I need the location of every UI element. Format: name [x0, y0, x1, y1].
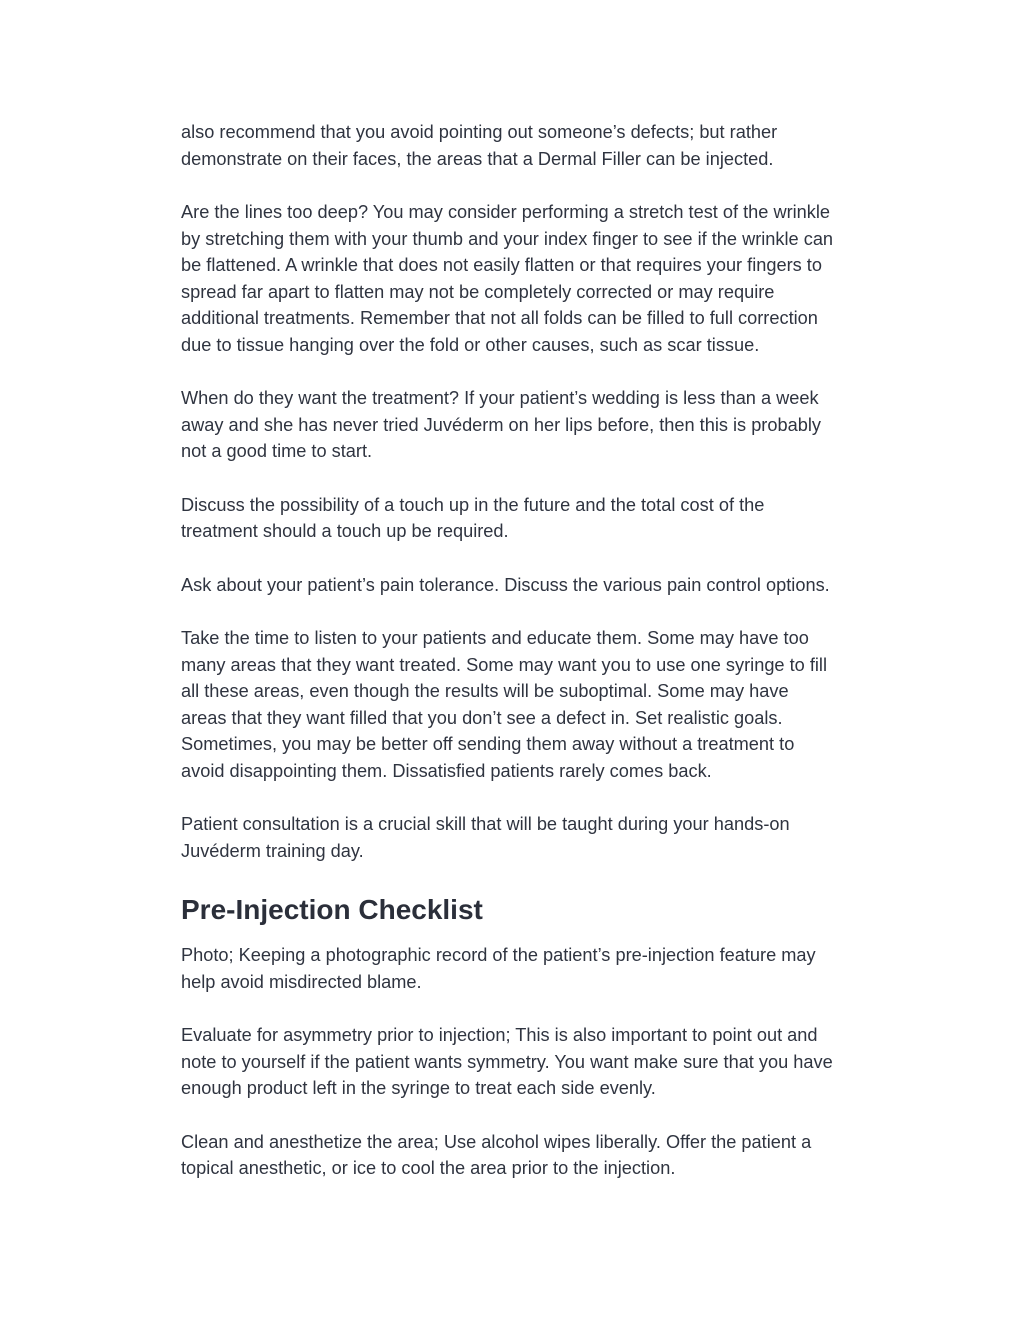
paragraph-consultation-skill: Patient consultation is a crucial skill that will be taught during your hands-on Juvéderm training day.	[181, 814, 790, 861]
paragraph-defects: also recommend that you avoid pointing out someone’s defects; but rather demonstrate on their faces, the areas that a Dermal Filler can be injected.	[181, 122, 778, 169]
paragraph-asymmetry: Evaluate for asymmetry prior to injection; This is also important to point out and note to yourself if the patient wants symmetry. You want make sure that you have enough product left in the syringe to treat each side evenly.	[181, 1025, 833, 1098]
document-body	[181, 119, 916, 1209]
paragraph-listen-educate: Take the time to listen to your patients and educate them. Some may have too many areas that they want treated. Some may want you to use one syringe to fill all these areas, even though the results will be suboptimal. Some may have areas that they want filled that you don’t see a defect in. Set realistic goals. Sometimes, you may be better off sending them away without a treatment to avoid disappointing them. Dissatisfied patients rarely comes back.	[181, 628, 827, 781]
paragraph-lines-too-deep: Are the lines too deep? You may consider performing a stretch test of the wrinkle by stretching them with your thumb and your index finger to see if the wrinkle can be flattened. A wrinkle that does not easily flatten or that requires your fingers to spread far apart to flatten may not be completely corrected or may require additional treatments. Remember that not all folds can be filled to full correction due to tissue hanging over the fold or other causes, such as scar tissue.	[181, 202, 834, 355]
paragraph-clean-anesthetize: Clean and anesthetize the area; Use alcohol wipes liberally. Offer the patient a topical anesthetic, or ice to cool the area prior to the injection.	[181, 1131, 812, 1178]
paragraph-photo: Photo; Keeping a photographic record of the patient’s pre-injection feature may help avoid misdirected blame.	[181, 945, 816, 992]
paragraph-when-treatment: When do they want the treatment? If your patient’s wedding is less than a week away and she has never tried Juvéderm on her lips before, then this is probably not a good time to start.	[181, 388, 821, 461]
paragraph-pain-tolerance: Ask about your patient’s pain tolerance. Discuss the various pain control options.	[181, 574, 830, 595]
paragraph-touch-up: Discuss the possibility of a touch up in the future and the total cost of the treatment should a touch up be required.	[181, 494, 765, 541]
section-heading: Pre-Injection Checklist	[181, 894, 483, 925]
